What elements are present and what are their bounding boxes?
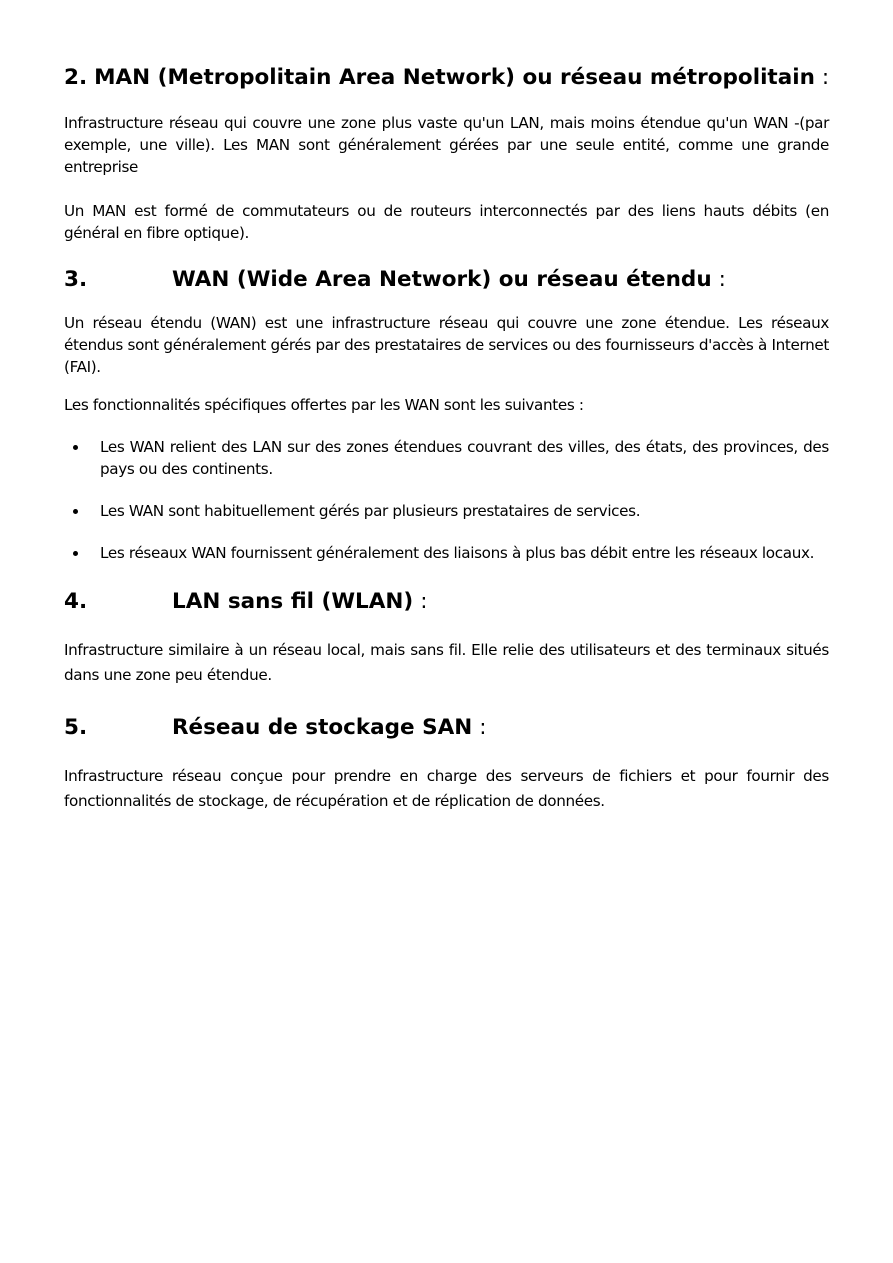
bullet-icon <box>73 509 78 514</box>
list-item <box>64 436 829 480</box>
section-san <box>64 712 829 814</box>
section-title: LAN sans fil (WLAN) <box>172 589 414 614</box>
paragraph: Un MAN est formé de commutateurs ou de routeurs interconnectés par des liens hauts débits (en général en fibre optique). <box>64 202 829 242</box>
paragraph: Infrastructure similaire à un réseau local, mais sans fil. Elle relie des utilisateurs et des terminaux situés dans une zone peu étendue. <box>64 641 829 684</box>
section-title: MAN (Metropolitain Area Network) ou réseau métropolitain <box>94 65 815 90</box>
list-item-text: Les WAN relient des LAN sur des zones étendues couvrant des villes, des états, des provinces, des pays ou des continents. <box>100 438 829 478</box>
paragraph: Les fonctionnalités spécifiques offertes par les WAN sont les suivantes : <box>64 396 584 414</box>
section-title: WAN (Wide Area Network) ou réseau étendu <box>172 267 712 292</box>
section-number: 2. <box>64 65 88 90</box>
paragraph: Infrastructure réseau conçue pour prendre en charge des serveurs de fichiers et pour fournir des fonctionnalités de stockage, de récupération et de réplication de données. <box>64 767 829 810</box>
section-heading <box>64 264 829 296</box>
paragraph: Infrastructure réseau qui couvre une zone plus vaste qu'un LAN, mais moins étendue qu'un WAN -(par exemple, une ville). Les MAN sont généralement gérées par une seule entité, comme une grande entreprise <box>64 114 829 176</box>
list-item <box>64 500 829 522</box>
section-number: 3. <box>64 267 88 292</box>
section-wan <box>64 264 829 564</box>
section-man <box>64 62 829 244</box>
bullet-list <box>64 436 829 564</box>
list-item-text: Les WAN sont habituellement gérés par plusieurs prestataires de services. <box>100 502 641 520</box>
list-item <box>64 542 829 564</box>
document-page <box>64 62 829 814</box>
paragraph: Un réseau étendu (WAN) est une infrastructure réseau qui couvre une zone étendue. Les réseaux étendus sont généralement gérés par des prestataires de services ou des fournisseurs d'accès à Internet (FAI). <box>64 314 829 376</box>
section-heading <box>64 712 829 744</box>
list-item-text: Les réseaux WAN fournissent généralement des liaisons à plus bas débit entre les réseaux locaux. <box>100 544 815 562</box>
heading-colon: : <box>420 589 428 614</box>
heading-colon: : <box>479 715 487 740</box>
bullet-icon <box>73 551 78 556</box>
section-title: Réseau de stockage SAN <box>172 715 473 740</box>
heading-colon: : <box>718 267 726 292</box>
section-heading <box>64 62 829 94</box>
section-number: 5. <box>64 715 88 740</box>
heading-colon: : <box>821 65 830 90</box>
bullet-icon <box>73 445 78 450</box>
section-wlan <box>64 586 829 688</box>
section-number: 4. <box>64 589 88 614</box>
section-heading <box>64 586 829 618</box>
